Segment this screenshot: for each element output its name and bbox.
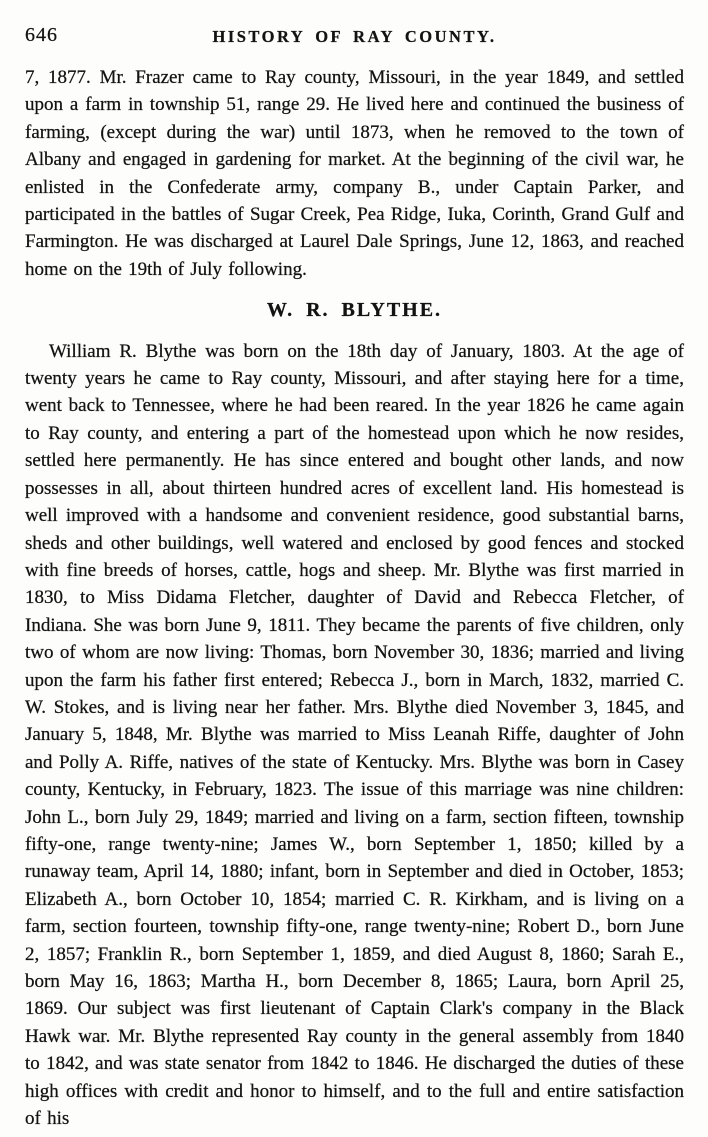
page-body (25, 64, 684, 1132)
running-header-title: HISTORY OF RAY COUNTY. (212, 27, 497, 46)
section-heading-blythe: W. R. BLYTHE. (266, 299, 443, 322)
blythe-biography-paragraph: William R. Blythe was born on the 18th day of January, 1803. At the age of twenty years he came to Ray county, Missouri, and after staying here for a time, went back to Tennessee, where he had been reared. In the year 1826 he came again to Ray county, and entering a part of the homestead upon which he now resides, settled here permanently. He has since entered and bought other lands, and now possesses in all, about thirteen hundred acres of excellent land. His homestead is well improved with a handsome and convenient residence, good substantial barns, sheds and other buildings, well watered and enclosed by good fences and stocked with fine breeds of horses, cattle, hogs and sheep. Mr. Blythe was first married in 1830, to Miss Didama Fletcher, daughter of David and Rebecca Fletcher, of Indiana. She was born June 9, 1811. They became the parents of five children, only two of whom are now living: Thomas, born November 30, 1836; married and living upon the farm his father first entered; Rebecca J., born in March, 1832, married C. W. Stokes, and is living near her father. Mrs. Blythe died November 3, 1845, and January 5, 1848, Mr. Blythe was married to Miss Leanah Riffe, daughter of John and Polly A. Riffe, natives of the state of Kentucky. Mrs. Blythe was born in Casey county, Kentucky, in February, 1823. The issue of this marriage was nine children: John L., born July 29, 1849; married and living on a farm, section fifteen, township fifty-one, range twenty-nine; James W., born September 1, 1850; killed by a runaway team, April 14, 1880; infant, born in September and died in October, 1853; Elizabeth A., born October 10, 1854; married C. R. Kirkham, and is living on a farm, section fourteen, township fifty-one, range twenty-nine; Robert D., born June 2, 1857; Franklin R., born September 1, 1859, and died August 8, 1860; Sarah E., born May 16, 1863; Martha H., born December 8, 1865; Laura, born April 25, 1869. Our subject was first lieutenant of Captain Clark's company in the Black Hawk war. Mr. Blythe represented Ray county in the general assembly from 1840 to 1842, and was state senator from 1842 to 1846. He discharged the duties of these high offices with credit and honor to himself, and to the full and entire satisfaction of his (25, 340, 684, 1130)
page-number: 646 (25, 24, 58, 46)
page-header (25, 24, 684, 50)
frazer-biography-continuation-paragraph: 7, 1877. Mr. Frazer came to Ray county, Missouri, in the year 1849, and settled upon a farm in township 51, range 29. He lived here and continued the business of farming, (except during the war) until 1873, when he removed to the town of Albany and engaged in gardening for market. At the beginning of the civil war, he enlisted in the Confederate army, company B., under Captain Parker, and participated in the battles of Sugar Creek, Pea Ridge, Iuka, Corinth, Grand Gulf and Farmington. He was discharged at Laurel Dale Springs, June 12, 1863, and reached home on the 19th of July following. (25, 67, 684, 280)
